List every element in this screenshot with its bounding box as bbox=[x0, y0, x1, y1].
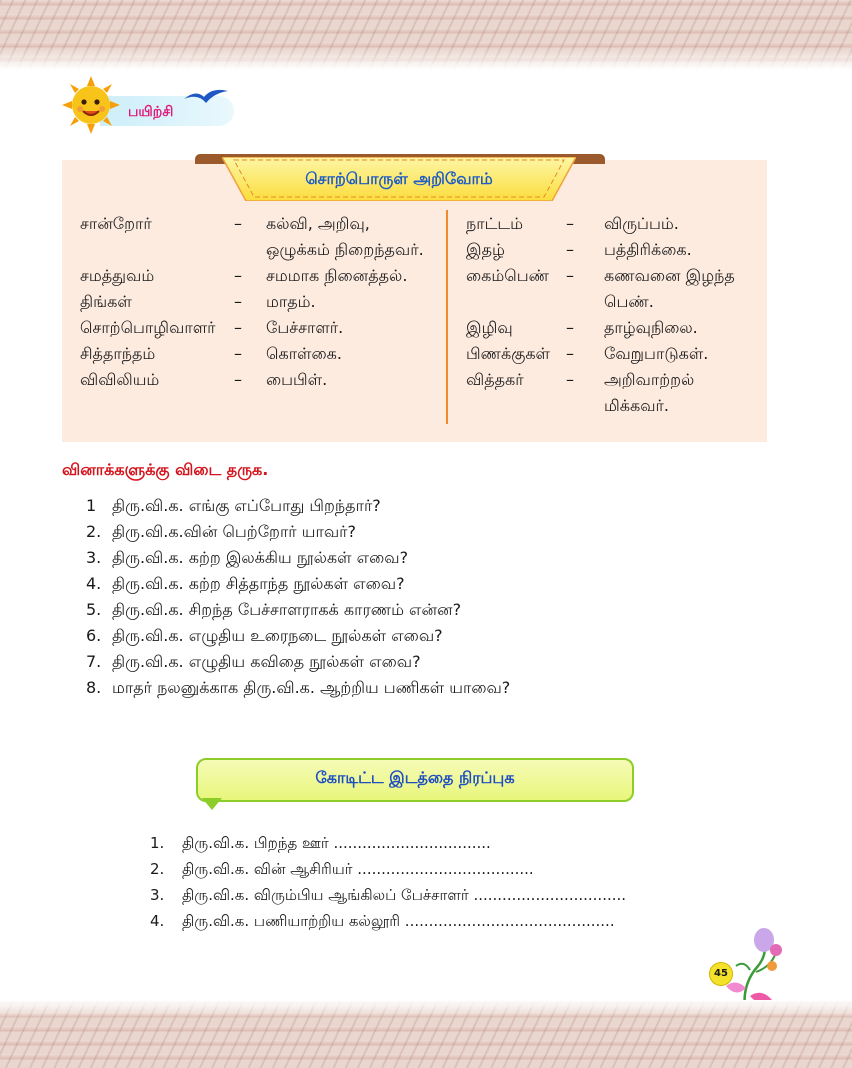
column-divider bbox=[446, 210, 448, 424]
vocab-term: நாட்டம் bbox=[466, 214, 523, 233]
vocab-dash: – bbox=[234, 318, 242, 337]
vocab-dash: – bbox=[566, 266, 574, 285]
decorative-palm-leaf-band-top bbox=[0, 0, 852, 70]
vocab-meaning: கொள்கை. bbox=[266, 344, 342, 363]
vocab-term: இழிவு bbox=[466, 318, 513, 337]
bird-icon bbox=[182, 85, 230, 111]
vocabulary-title-banner bbox=[222, 157, 576, 201]
vocab-meaning: பைபிள். bbox=[266, 370, 328, 389]
section-label: பயிற்சி bbox=[128, 104, 174, 120]
fill-in-blanks-title: கோடிட்ட இடத்தை நிரப்புக bbox=[315, 768, 515, 787]
question-item bbox=[86, 600, 461, 621]
fill-item bbox=[150, 912, 615, 932]
question-number: 8. bbox=[86, 678, 102, 697]
question-text: திரு.வி.க. எழுதிய கவிதை நூல்கள் எவை? bbox=[112, 652, 421, 671]
question-number: 6. bbox=[86, 626, 102, 645]
vocab-dash: – bbox=[566, 344, 574, 363]
decorative-palm-leaf-band-bottom bbox=[0, 1000, 852, 1068]
question-text: திரு.வி.க. எழுதிய உரைநடை நூல்கள் எவை? bbox=[112, 626, 443, 645]
vocab-dash: – bbox=[234, 370, 242, 389]
question-text: திரு.வி.க.வின் பெற்றோர் யாவர்? bbox=[112, 522, 356, 541]
question-text: திரு.வி.க. கற்ற இலக்கிய நூல்கள் எவை? bbox=[112, 548, 409, 567]
vocab-meaning: பத்திரிக்கை. bbox=[604, 240, 692, 259]
fill-number: 3. bbox=[150, 886, 165, 904]
vocab-term: சான்றோர் bbox=[80, 214, 152, 233]
question-item bbox=[86, 626, 443, 647]
vocab-meaning: அறிவாற்றல் bbox=[604, 370, 695, 389]
page-number-badge: 45 bbox=[709, 962, 733, 986]
question-text: திரு.வி.க. எங்கு எப்போது பிறந்தார்? bbox=[112, 496, 381, 515]
fill-item bbox=[150, 860, 534, 880]
vocab-meaning: மிக்கவர். bbox=[604, 396, 669, 415]
vocab-term: வித்தகர் bbox=[466, 370, 524, 389]
vocabulary-title: சொற்பொருள் அறிவோம் bbox=[305, 169, 493, 188]
vocab-meaning: விருப்பம். bbox=[604, 214, 679, 233]
vocab-dash: – bbox=[234, 344, 242, 363]
question-item bbox=[86, 496, 381, 517]
banner-tail bbox=[202, 798, 222, 810]
vocab-dash: – bbox=[566, 240, 574, 259]
vocab-term: சமத்துவம் bbox=[80, 266, 155, 285]
vocab-term: சொற்பொழிவாளர் bbox=[80, 318, 216, 337]
vocab-meaning: பெண். bbox=[604, 292, 654, 311]
fill-text: திரு.வி.க. வின் ஆசிரியர் ..................................... bbox=[182, 860, 534, 878]
question-text: திரு.வி.க. சிறந்த பேச்சாளராகக் காரணம் என்ன? bbox=[112, 600, 462, 619]
vocab-term: விவிலியம் bbox=[80, 370, 160, 389]
vocab-term: சித்தாந்தம் bbox=[80, 344, 156, 363]
vocab-dash: – bbox=[566, 370, 574, 389]
vocab-meaning: தாழ்வுநிலை. bbox=[604, 318, 698, 337]
vocab-term: திங்கள் bbox=[80, 292, 132, 311]
question-item bbox=[86, 574, 405, 595]
vocab-meaning: வேறுபாடுகள். bbox=[604, 344, 709, 363]
vocab-dash: – bbox=[234, 292, 242, 311]
sun-mascot-icon bbox=[62, 76, 120, 134]
vocab-meaning: பேச்சாளர். bbox=[266, 318, 344, 337]
question-text: மாதர் நலனுக்காக திரு.வி.க. ஆற்றிய பணிகள் யாவை? bbox=[112, 678, 511, 697]
vocab-term: பிணக்குகள் bbox=[466, 344, 550, 363]
fill-number: 4. bbox=[150, 912, 165, 930]
vocab-term: இதழ் bbox=[466, 240, 505, 259]
question-item bbox=[86, 548, 408, 569]
vocab-meaning: மாதம். bbox=[266, 292, 316, 311]
vocab-meaning: சமமாக நினைத்தல். bbox=[266, 266, 408, 285]
fill-number: 1. bbox=[150, 834, 165, 852]
question-item bbox=[86, 522, 356, 543]
question-number: 7. bbox=[86, 652, 102, 671]
question-number: 1 bbox=[86, 496, 97, 515]
fill-text: திரு.வி.க. விரும்பிய ஆங்கிலப் பேச்சாளர் ................................ bbox=[182, 886, 627, 904]
question-number: 4. bbox=[86, 574, 102, 593]
question-text: திரு.வி.க. கற்ற சித்தாந்த நூல்கள் எவை? bbox=[112, 574, 405, 593]
fill-text: திரு.வி.க. பிறந்த ஊர் ................................. bbox=[182, 834, 491, 852]
vocab-meaning: ஒழுக்கம் நிறைந்தவர். bbox=[266, 240, 424, 259]
vocab-dash: – bbox=[566, 318, 574, 337]
questions-heading: வினாக்களுக்கு விடை தருக. bbox=[62, 460, 269, 479]
fill-text: திரு.வி.க. பணியாற்றிய கல்லூரி ............................................ bbox=[182, 912, 615, 930]
vocab-dash: – bbox=[566, 214, 574, 233]
vocab-dash: – bbox=[234, 214, 242, 233]
fill-number: 2. bbox=[150, 860, 165, 878]
fill-item bbox=[150, 834, 491, 854]
question-number: 3. bbox=[86, 548, 102, 567]
vocab-dash: – bbox=[234, 266, 242, 285]
vocab-meaning: கல்வி, அறிவு, bbox=[266, 214, 370, 233]
vocab-term: கைம்பெண் bbox=[466, 266, 549, 285]
question-number: 5. bbox=[86, 600, 102, 619]
question-item bbox=[86, 678, 510, 699]
question-item bbox=[86, 652, 421, 673]
question-number: 2. bbox=[86, 522, 102, 541]
fill-item bbox=[150, 886, 626, 906]
vocab-meaning: கணவனை இழந்த bbox=[604, 266, 735, 285]
